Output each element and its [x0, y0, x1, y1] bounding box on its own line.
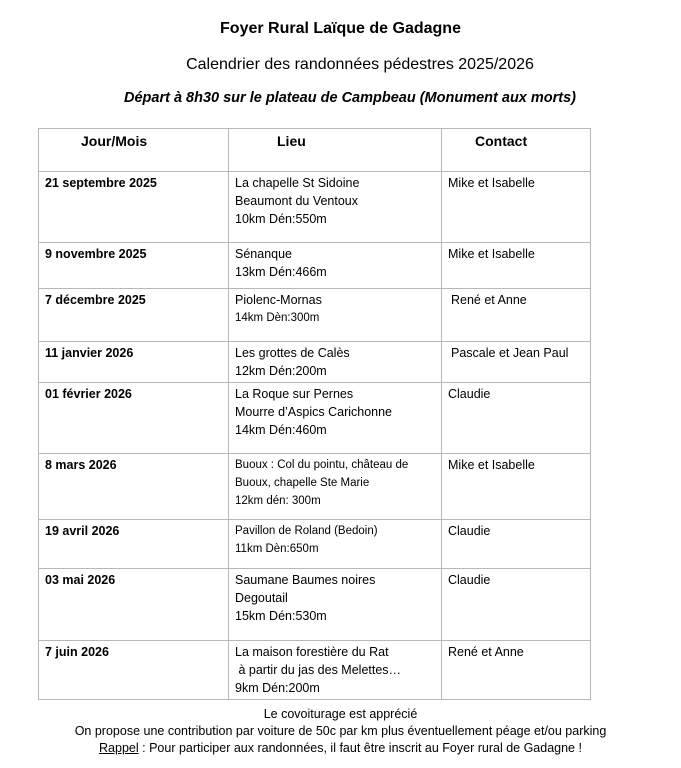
lieu-line: 14km Dén:460m	[235, 423, 327, 437]
row-date: 03 mai 2026	[39, 569, 229, 641]
lieu-line: Buoux, chapelle Ste Marie	[235, 477, 370, 489]
lieu-line: à partir du jas des Melettes…	[235, 663, 402, 677]
departure-info: Départ à 8h30 sur le plateau de Campbeau (Monument aux morts)	[123, 90, 577, 106]
row-contact: Mike et Isabelle	[442, 454, 591, 520]
row-date: 7 décembre 2025	[39, 289, 229, 342]
lieu-line: Degoutail	[235, 591, 288, 605]
column-header-lieu: Lieu	[229, 129, 442, 172]
lieu-line: Mourre d’Aspics Carichonne	[235, 405, 393, 419]
lieu-line: 12km Dén:200m	[235, 364, 327, 378]
footer-covoiturage: Le covoiturage est apprécié	[263, 707, 418, 721]
table-row	[39, 342, 591, 383]
lieu-line: Sénanque	[235, 247, 293, 261]
row-lieu	[229, 243, 442, 289]
lieu-line: Beaumont du Ventoux	[235, 194, 359, 208]
row-lieu	[229, 342, 442, 383]
row-lieu	[229, 383, 442, 454]
lieu-line: Piolenc-Mornas	[235, 293, 322, 307]
rappel-label: Rappel	[99, 741, 139, 755]
lieu-line: La maison forestière du Rat	[235, 645, 389, 659]
row-contact: Mike et Isabelle	[442, 243, 591, 289]
row-date: 7 juin 2026	[39, 641, 229, 700]
table-row	[39, 569, 591, 641]
lieu-line: 9km Dén:200m	[235, 681, 320, 695]
lieu-line: Saumane Baumes noires	[235, 573, 376, 587]
row-contact: René et Anne	[442, 289, 591, 342]
row-date: 19 avril 2026	[39, 520, 229, 569]
row-lieu	[229, 172, 442, 243]
table-row	[39, 520, 591, 569]
column-header-contact: Contact	[442, 129, 591, 172]
rappel-text: : Pour participer aux randonnées, il faut être inscrit au Foyer rural de Gadagne !	[138, 741, 582, 755]
lieu-line: 11km Dèn:650m	[235, 543, 319, 555]
row-lieu	[229, 454, 442, 520]
row-lieu	[229, 641, 442, 700]
row-date: 11 janvier 2026	[39, 342, 229, 383]
lieu-line: 14km Dèn:300m	[235, 312, 320, 324]
row-date: 21 septembre 2025	[39, 172, 229, 243]
row-contact: Claudie	[442, 569, 591, 641]
row-contact: Pascale et Jean Paul	[442, 342, 591, 383]
footer-notes	[0, 706, 681, 757]
footer-contribution: On propose une contribution par voiture de 50c par km plus éventuellement péage et/ou parking	[74, 724, 607, 738]
lieu-line: 12km dén: 300m	[235, 495, 321, 507]
row-contact: Claudie	[442, 383, 591, 454]
row-contact: Mike et Isabelle	[442, 172, 591, 243]
row-lieu	[229, 520, 442, 569]
page-title: Foyer Rural Laïque de Gadagne	[220, 20, 461, 37]
table-row	[39, 172, 591, 243]
lieu-line: Les grottes de Calès	[235, 346, 350, 360]
row-lieu	[229, 289, 442, 342]
lieu-line: 10km Dén:550m	[235, 212, 327, 226]
hike-calendar-table	[38, 128, 591, 700]
lieu-line: 13km Dén:466m	[235, 265, 327, 279]
row-lieu	[229, 569, 442, 641]
lieu-line: Pavillon de Roland (Bedoin)	[235, 525, 378, 537]
lieu-line: 15km Dén:530m	[235, 609, 327, 623]
row-date: 01 février 2026	[39, 383, 229, 454]
table-row	[39, 243, 591, 289]
row-date: 9 novembre 2025	[39, 243, 229, 289]
footer-rappel	[0, 740, 681, 757]
table-row	[39, 454, 591, 520]
page-subtitle: Calendrier des randonnées pédestres 2025/2026	[186, 56, 534, 73]
column-header-date: Jour/Mois	[39, 129, 229, 172]
table-row	[39, 383, 591, 454]
lieu-line: Buoux : Col du pointu, château de	[235, 459, 409, 471]
row-contact: Claudie	[442, 520, 591, 569]
table-row	[39, 289, 591, 342]
table-row	[39, 641, 591, 700]
row-contact: René et Anne	[442, 641, 591, 700]
lieu-line: La chapelle St Sidoine	[235, 176, 360, 190]
row-date: 8 mars 2026	[39, 454, 229, 520]
lieu-line: La Roque sur Pernes	[235, 387, 354, 401]
table-header-row	[39, 129, 591, 172]
